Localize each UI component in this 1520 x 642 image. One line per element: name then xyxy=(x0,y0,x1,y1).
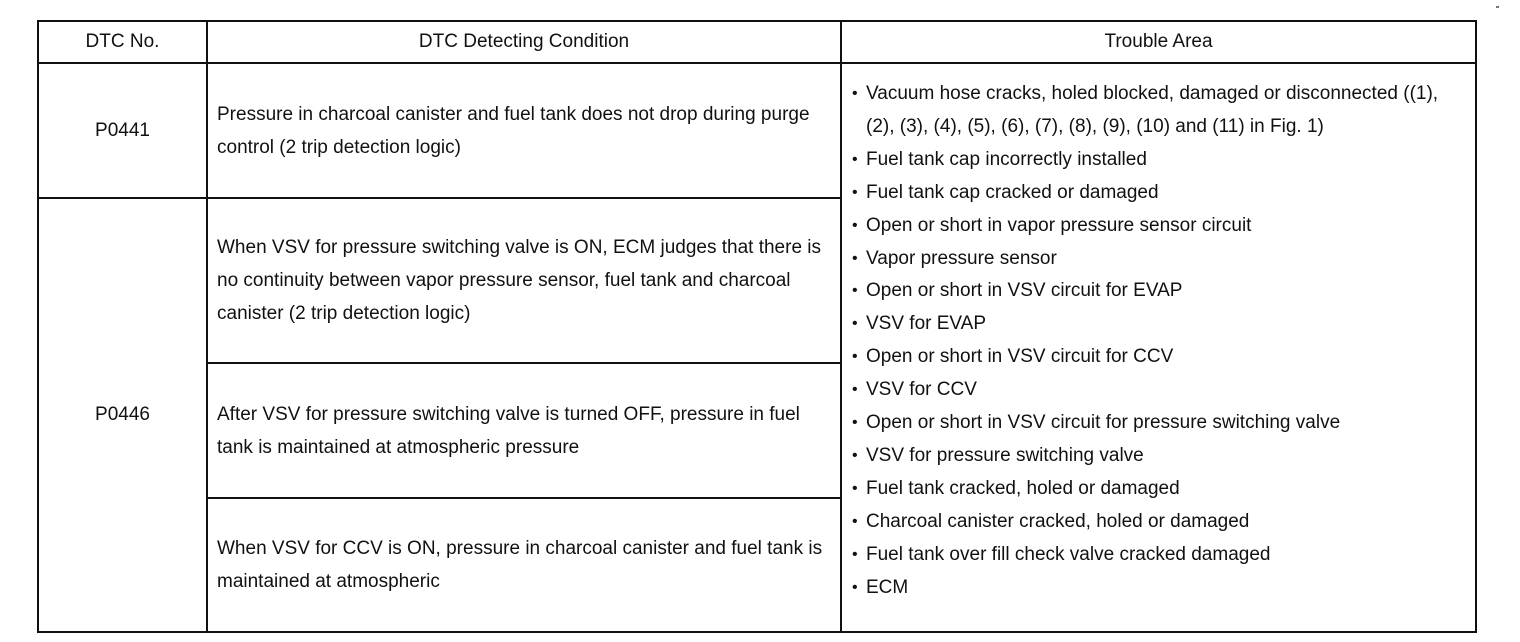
dtc-table xyxy=(37,20,1477,633)
list-item: • Fuel tank cracked, holed or damaged xyxy=(852,473,1467,506)
list-item: • VSV for pressure switching valve xyxy=(852,440,1467,473)
detecting-condition: Pressure in charcoal canister and fuel tank does not drop during purge control (2 trip detection logic) xyxy=(207,63,841,198)
trouble-area-list xyxy=(852,78,1467,605)
header-dtc-no: DTC No. xyxy=(38,21,207,63)
list-item: • Charcoal canister cracked, holed or damaged xyxy=(852,506,1467,539)
trouble-area-cell xyxy=(841,63,1476,632)
header-condition: DTC Detecting Condition xyxy=(207,21,841,63)
list-item: • VSV for CCV xyxy=(852,374,1467,407)
table-row xyxy=(38,63,1476,198)
list-item: • Vapor pressure sensor xyxy=(852,243,1467,276)
detecting-condition: When VSV for pressure switching valve is ON, ECM judges that there is no continuity between vapor pressure sensor, fuel tank and charcoal canister (2 trip detection logic) xyxy=(207,198,841,363)
scan-speck xyxy=(1496,6,1499,8)
list-item: • ECM xyxy=(852,572,1467,605)
list-item: • Fuel tank over fill check valve cracked damaged xyxy=(852,539,1467,572)
list-item: • Fuel tank cap incorrectly installed xyxy=(852,144,1467,177)
detecting-condition: After VSV for pressure switching valve is turned OFF, pressure in fuel tank is maintained at atmospheric pressure xyxy=(207,363,841,498)
list-item: • VSV for EVAP xyxy=(852,308,1467,341)
dtc-code: P0441 xyxy=(38,63,207,198)
dtc-code: P0446 xyxy=(38,198,207,632)
list-item: • Fuel tank cap cracked or damaged xyxy=(852,177,1467,210)
list-item: • Open or short in VSV circuit for CCV xyxy=(852,341,1467,374)
list-item: • Vacuum hose cracks, holed blocked, damaged or disconnected ((1), (2), (3), (4), (5), (6), (7), (8), (9), (10) and (11) in Fig. 1) xyxy=(852,78,1467,144)
list-item: • Open or short in VSV circuit for pressure switching valve xyxy=(852,407,1467,440)
detecting-condition: When VSV for CCV is ON, pressure in charcoal canister and fuel tank is maintained at atmospheric xyxy=(207,498,841,632)
list-item: • Open or short in vapor pressure sensor circuit xyxy=(852,210,1467,243)
list-item: • Open or short in VSV circuit for EVAP xyxy=(852,275,1467,308)
header-trouble-area: Trouble Area xyxy=(841,21,1476,63)
header-row xyxy=(38,21,1476,63)
